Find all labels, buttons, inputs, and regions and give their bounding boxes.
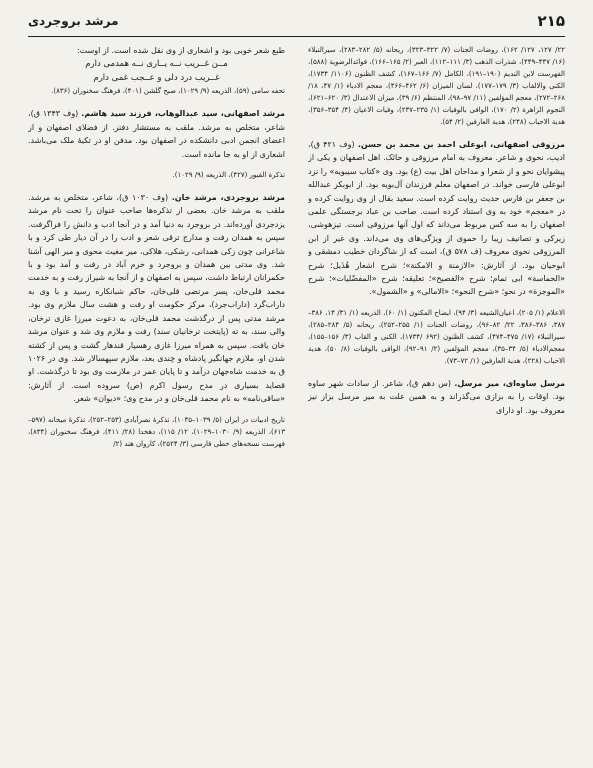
verse-line: مــن غــریب نــه یــاری نــه همدمی دارم (85, 59, 228, 70)
entry-references: الاعلام (۱/ ۲۰۵)، اعیان‌الشیعه (۳/ ۹۴)، ایضاح المکنون (۱/ ۶۰)، الذریعه (۱/ ۳۱/ ۱۴، ۳۸۶–۳۸۷، ۳۸۶–۳۸۶، ۲۲/ ۸۲–۹۶)، روضات الجنات (۱/ ۲۵۵–۲۵۲)، ریحانه (۵/ ۲۸۴–۲۸۵)، سیرالنبلاء (۱۷/ ۴۷۵–۴۷۴)، کشف الظنون (۶۹۲ /۱۷۳۴)، الکنی و القاب (۳/ ۱۵۶–۱۵۵)، معجم‌الادباء (۵/ ۳۴–۳۵)، معجم المؤلفین (۲/ ۹۱–۹۲)، الوافی بالوفیات (۸/ ۵۰)، هدیة الاحباب (۲۲۸)، هدیة العارفین (۱/ ۷۲–۷۳). (308, 308, 565, 365)
entry-body: (س دهم ق)، شاعر. از سادات شهر ساوه بود. اوقات را به بزازی می‌گذراند و به همین علت به میر مرسل بزاز نیز معروف بود. او دارای (308, 378, 565, 415)
entry-headword: مرشد اصفهانی، سید عبدالوهاب، فرزند سید هاشم. (81, 109, 285, 119)
entry-morshed-borujerdi (28, 191, 285, 406)
entry-references: تذکرة القبور (۴۲۷)، الذریعه (۹/ ۱۰۲۹). (172, 171, 285, 180)
verse-line: غــریب درد دلی و عــجب غمی دارم (93, 73, 220, 84)
page-header (28, 10, 565, 37)
entry-marzuqi-isfahani (308, 138, 565, 299)
entry-body: (وف ۱۰۳۰ ق)، شاعر، متخلص به مرشد. ملقب به مرشد خان. بعضی از تذکره‌ها صاحب عنوان را تحت نام مرشد یزدجردی آورده‌اند. در بروجرد به دنیا آمد و در آنجا ادب و دانش را فراگرفت. سپس به همدان رفت و مدارج ترقی شعر و ادب را در آن دیار طی کرد و با شاعرانی چون زکی همدانی، رشکی، هلاکی، میر مغیث محوی و میر الهی آشنا شد. وی مدتی بین همدان و بروجرد و خرم آباد در رفت و آمد بود و با حکمرانان ارتباط داشت، سپس به اصفهان و از آنجا به شیراز رفت و به خدمت محمد قلی‌خان، پسر مرتضی قلی‌خان، حاکم شبانکاره رسید و با وی به داراب‌گرد (داراب‌جرد)، مرکز حکومت او رفت و هشت سال ملازم وی بود. مرشد مدتی پس از درگذشت محمد قلی‌خان، به دعوت میرزا غازی ترخان، والی سند، به ته (پایتخت ترخانیان سند) رفت و ملازم وی شد و عنوان مرشد خان یافت. سپس به همراه میرزا غازی رهسپار قندهار گشت و پس از کشته شدن او، ملازم جهانگیر پادشاه و چندی بعد، ملازم سپهسالار شد. وی در ۱۰۲۶ ق به خدمت شاه‌جهان درآمد و تا پایان عمر در ملازمت وی بود تا درگذشت. او قصاید بسیاری در مدح رسول اکرم (ص) سروده است. از آثارش: «ساقی‌نامه» به نام محمد قلی‌خان و در مدح وی؛ «دیوان» شعر. (28, 193, 285, 404)
entry-morshed-isfahani (28, 107, 285, 161)
entry-headword: مرشد بروجردی، مرشد خان. (171, 193, 285, 203)
entry-headword: مرزوقی اصفهانی، ابوعلی احمد بن محمد بن حسن. (357, 140, 565, 149)
entry-mursal-savei (308, 377, 565, 417)
running-title: مرشد بروجردی (28, 14, 119, 28)
entry-body: (وف ۴۲۱ ق)، ادیب، نحوی و شاعر. معروف به امام مرزوقی و حائک. اهل اصفهان و یکی از پیشوایان نحو و از شعرا و مداحان اهل بیت (ع) بود. وی «کتاب سیبویه» را نزد ابوعلی فارسی خواند. در اصفهان معلم فرزندان آل‌بویه بود. از ابوبکر عبدالله بن جعفر بن فارس حدیث روایت کرده است. سعید بقال از وی روایت کرده و در «معجم» خود به وی استناد کرده است. صاحب بن عباد برجستگی علمی اصفهان را به سه کس مربوط می‌داند که اول آنها مرزوقی است. تیزهوشی، زیرکی و تصانیف زیبا را حموی از ویژگی‌های وی می‌داند. وی غیر از ابن المرزوقی نحوی معروف (ف ۵۷۸ ق)، است که از شاگردان خطیب دمشقی و ابوحیان بود. از آثارش: «الازمنة و الامکنة»؛ شرح اشعار هُذَیل؛ شرح «الحماسة» ابی تمام؛ شرح «الفصیح»؛ تعلیقه؛ شرح «المفضّلیات»؛ شرح «الموجزة» در نحو؛ «شرح النحو»؛ «الامالی» و «الشمول». (308, 140, 565, 297)
left-column (28, 44, 285, 756)
page-number: ۲۱۵ (537, 12, 565, 30)
entry-references: تاریخ ادبیات در ایران (۵/ ۱۰۳۹–۱۰۳۵)، تذکرهٔ نصرآبادی (۲۵۳–۲۵۲)، تذکرهٔ میخانه (۵۹۷–۶۱۳)، الذریعه (۹/ ۱۰۳۰–۱۰۲۹)، ۱۲/ ۱۱۵)، دهخدا (۲۸/ ۴۱۱)، فرهنگ سخنوران (۸۳۴)، فهرست نسخه‌های خطی فارسی (۳/ ۲۵۲۴)، کاروان هند (۲/ (28, 415, 285, 448)
continued-references: ۲۲/ ۱۲۷، ۱۲۷/ ۱۶۲)، روضات الجنات (۷/ ۳۲۲–۳۲۳)، ریحانه (۵/ ۲۸۲–۲۸۳)، سیرالنبلاء (۱۶/ ۴۴۷–۴۴۹)، شذرات الذهب (۳/ ۱۱۱–۱۱۲)، العبر (۲/ ۱۶۵–۱۶۶)، فوائدالرضویة (۵۸۸)، الفهرست لابن الندیم (۱۹۰–۱۹۱)، الکامل (۷/ ۱۶۶–۱۶۷)، کشف الظنون (۱۱۰۶/ ۱۷۳۴)، الکنی والالقاب (۳/ ۱۷۹–۱۷۷)، لسان المیزان (۶/ ۴۶۲–۴۶۶)، معجم الادباء (۱/ ۴۷، ۱۸/ ۲۶۸–۲۷۲)، معجم المؤلفین (۱۱/ ۹۷–۹۸)، المنتظم (۶/ ۳۹)، میزان الاعتدال (۳/ ۶۲۰–۶۲۱)، النجوم الزاهرة (۲/ ۱۷۰)، الوافی بالوفیات (۱/ ۲۳۵–۲۳۷)، وفیات الاعیان (۴/ ۳۵۴–۳۵۶)، هدیة الاحباب (۲۴۸)، هدیة العارفین (۲/ ۵۴). (308, 46, 565, 126)
entry-references: تحفه سامی (۵۹)، الذریعه (۹/ ۱۰۲۹)، صبح گلشن (۴۰۱)، فرهنگ سخنوران (۸۳۶). (51, 87, 285, 96)
entry-body: (وف ۱۳۴۳ ق)، شاعر، متخلص به مرشد. ملقب به مستشار دفتر. از فضلای اصفهان و از اعضای انجمن ادبی دانشکده در اصفهان بود. مدفن او در تکیهٔ ملک می‌باشد. اشعاری از او به جا مانده است. (28, 109, 285, 159)
entry-headword: مرسل ساوه‌ای، میر مرسل. (454, 378, 565, 388)
right-column (308, 44, 565, 756)
continued-text: طبع شعر خوبی بود و اشعاری از وی نقل شده است. از اوست: (76, 46, 285, 55)
